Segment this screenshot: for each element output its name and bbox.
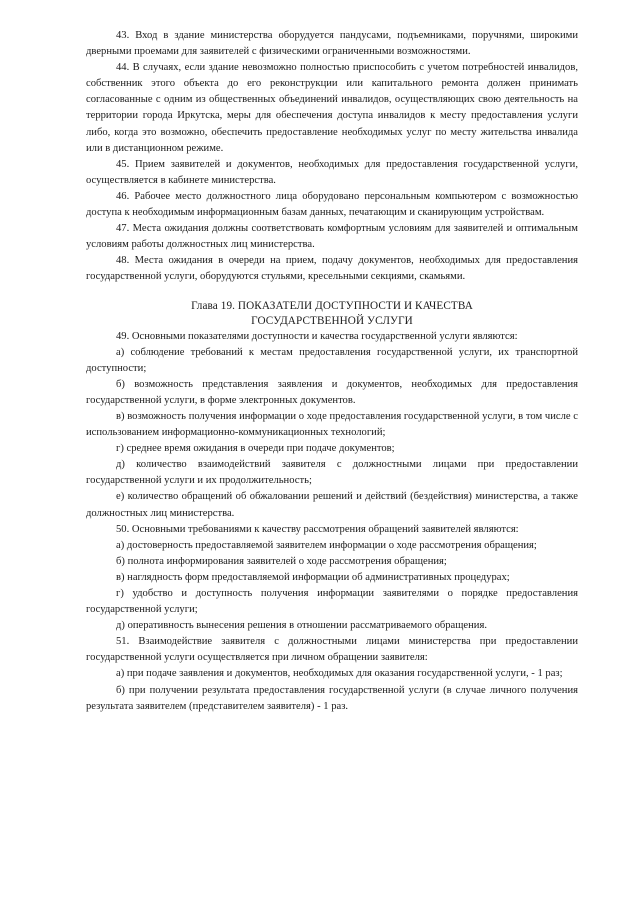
chapter-heading-line2: ГОСУДАРСТВЕННОЙ УСЛУГИ <box>251 314 413 327</box>
document-page <box>86 28 578 715</box>
item-49-a: а) соблюдение требований к местам предоставления государственной услуги, их транспортной доступности; <box>86 346 578 374</box>
paragraph-50: 50. Основными требованиями к качеству рассмотрения обращений заявителей являются: <box>116 523 519 535</box>
item-49-b: б) возможность представления заявления и документов, необходимых для предоставления государственной услуги, в форме электронных документов. <box>86 378 578 406</box>
item-49-d: д) количество взаимодействий заявителя с должностными лицами при предоставлении государственной услуги и их продолжительность; <box>86 459 578 487</box>
paragraph-49: 49. Основными показателями доступности и качества государственной услуги являются: <box>116 330 518 342</box>
item-49-v: в) возможность получения информации о ходе предоставления государственной услуги, в том числе с использованием информационно-коммуникационных технологий; <box>86 410 578 439</box>
chapter-heading-line1: Глава 19. ПОКАЗАТЕЛИ ДОСТУПНОСТИ И КАЧЕСТВА <box>191 299 473 312</box>
item-50-b: б) полнота информирования заявителей о ходе рассмотрения обращения; <box>116 555 447 567</box>
item-49-g: г) среднее время ожидания в очереди при подаче документов; <box>116 443 395 455</box>
paragraph-43: 43. Вход в здание министерства оборудуется пандусами, подъемниками, поручнями, широкими дверными проемами для заявителей с физическими ограниченными возможностями. <box>86 30 578 58</box>
paragraph-45: 45. Прием заявителей и документов, необходимых для предоставления государственной услуги, осуществляется в кабинете министерства. <box>86 158 578 186</box>
paragraph-48: 48. Места ожидания в очереди на прием, подачу документов, необходимых для предоставления государственной услуги, оборудуются стульями, кресельными секциями, скамьями. <box>86 255 578 283</box>
item-50-g: г) удобство и доступность получения информации заявителями о порядке предоставления государственной услуги; <box>86 588 578 616</box>
paragraph-47: 47. Места ожидания должны соответствовать комфортным условиям для заявителей и оптимальным условиям работы должностных лиц министерства. <box>86 223 578 251</box>
chapter-heading <box>86 299 578 329</box>
paragraph-46: 46. Рабочее место должностного лица оборудовано персональным компьютером с возможностью доступа к необходимым информационным базам данных, печатающим и сканирующим устройствам. <box>86 190 578 219</box>
item-50-d: д) оперативность вынесения решения в отношении рассматриваемого обращения. <box>116 620 487 632</box>
item-49-e: е) количество обращений об обжаловании решений и действий (бездействия) министерства, а также должностных лиц министерства. <box>86 491 578 519</box>
paragraph-51: 51. Взаимодействие заявителя с должностными лицами министерства при предоставлении государственной услуги осуществляется при личном обращении заявителя: <box>86 636 578 664</box>
item-51-a: а) при подаче заявления и документов, необходимых для оказания государственной услуги, - 1 раз; <box>116 668 563 680</box>
item-51-b: б) при получении результата предоставления государственной услуги (в случае личного получения результата заявителем (представителем заявителя) - 1 раз. <box>86 684 578 712</box>
paragraph-44: 44. В случаях, если здание невозможно полностью приспособить с учетом потребностей инвалидов, собственник этого объекта до его реконструкции или капитального ремонта должен принимать согласованные с одним из общественных объединений инвалидов, осуществляющих свою деятельность на территории города Иркутска, меры для обеспечения доступа инвалидов к месту предоставления услуги либо, когда это возможно, обеспечить предоставление необходимых услуг по месту жительства инвалида или в дистанционном режиме. <box>86 62 578 154</box>
item-50-v: в) наглядность форм предоставляемой информации об административных процедурах; <box>116 571 510 583</box>
item-50-a: а) достоверность предоставляемой заявителем информации о ходе рассмотрения обращения; <box>116 539 537 551</box>
